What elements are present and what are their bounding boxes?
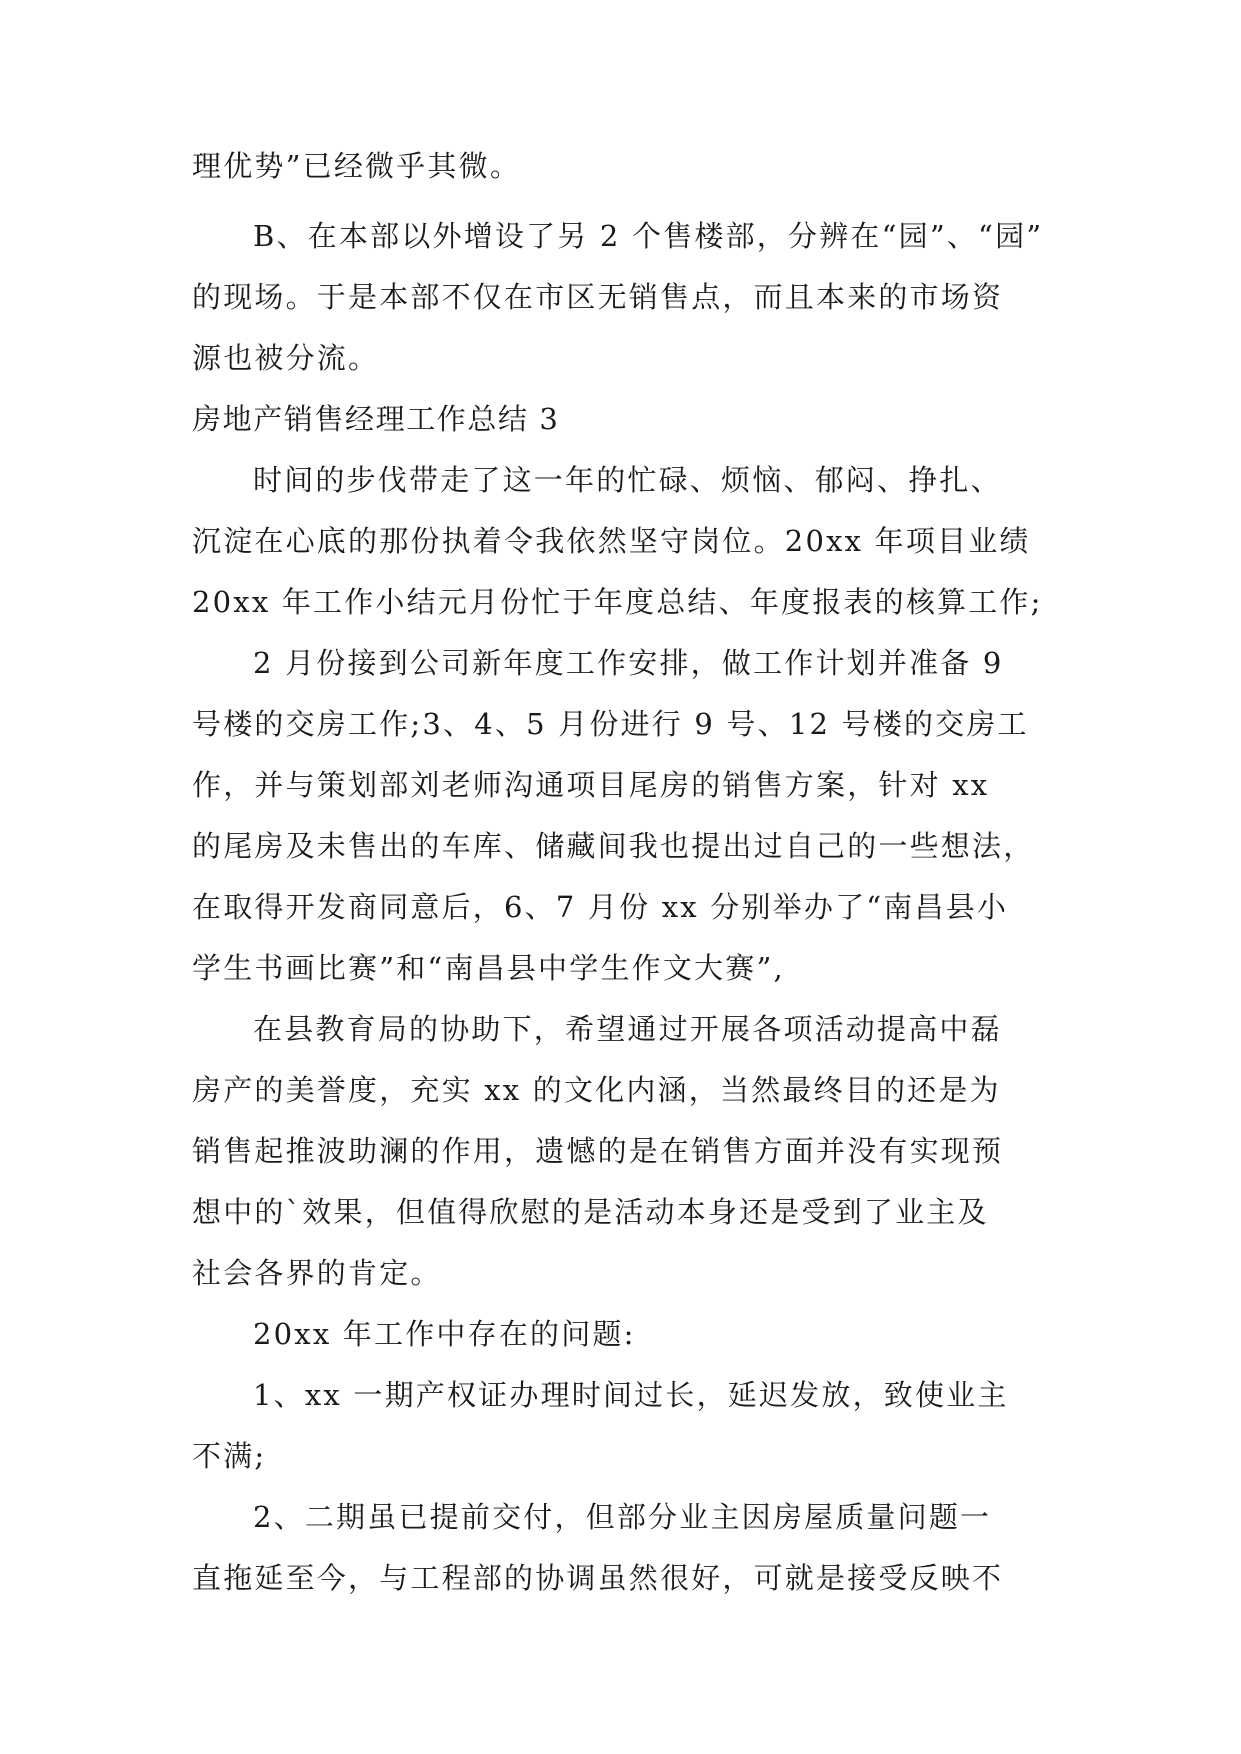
paragraph-line: 学生书画比赛”和“南昌县中学生作文大赛”, — [192, 951, 785, 985]
paragraph-line: 在县教育局的协助下，希望通过开展各项活动提高中磊 — [253, 1012, 1002, 1046]
paragraph-line: 20xx 年工作小结元月份忙于年度总结、年度报表的核算工作; — [192, 585, 1043, 619]
paragraph-line: 直拖延至今，与工程部的协调虽然很好，可就是接受反映不 — [192, 1561, 1004, 1595]
paragraph-line: 在取得开发商同意后，6、7 月份 xx 分别举办了“南昌县小 — [192, 890, 1009, 924]
paragraph-line: 理优势”已经微乎其微。 — [192, 149, 522, 183]
paragraph-line: 社会各界的肯定。 — [192, 1256, 442, 1290]
paragraph-line: 2 月份接到公司新年度工作安排，做工作计划并准备 9 — [253, 646, 1004, 680]
paragraph-line: 2、二期虽已提前交付，但部分业主因房屋质量问题一 — [253, 1500, 992, 1534]
paragraph-line: 的现场。于是本部不仅在市区无销售点，而且本来的市场资 — [192, 280, 1004, 314]
paragraph-line: 房产的美誉度，充实 xx 的文化内涵，当然最终目的还是为 — [192, 1073, 1001, 1107]
paragraph-line: 的尾房及未售出的车库、储藏间我也提出过自己的一些想法， — [192, 829, 1035, 863]
paragraph-line: 沉淀在心底的那份执着令我依然坚守岗位。20xx 年项目业绩 — [192, 524, 1031, 558]
paragraph-line: 时间的步伐带走了这一年的忙碌、烦恼、郁闷、挣扎、 — [253, 463, 1002, 497]
paragraph-line: 作，并与策划部刘老师沟通项目尾房的销售方案，针对 xx — [192, 768, 990, 802]
paragraph-line: 号楼的交房工作;3、4、5 月份进行 9 号、12 号楼的交房工 — [192, 707, 1029, 741]
paragraph-line: 想中的`效果，但值得欣慰的是活动本身还是受到了业主及 — [192, 1195, 989, 1229]
paragraph-line: B、在本部以外增设了另 2 个售楼部，分辨在“园”、“园” — [253, 219, 1044, 253]
paragraph-line: 销售起推波助澜的作用，遗憾的是在销售方面并没有实现预 — [192, 1134, 1004, 1168]
paragraph-line: 不满; — [192, 1439, 267, 1473]
paragraph-line: 1、xx 一期产权证办理时间过长，延迟发放，致使业主 — [253, 1378, 1009, 1412]
paragraph-line: 源也被分流。 — [192, 341, 380, 375]
section-heading: 房地产销售经理工作总结 3 — [192, 402, 560, 436]
paragraph-line: 20xx 年工作中存在的问题: — [253, 1317, 636, 1351]
